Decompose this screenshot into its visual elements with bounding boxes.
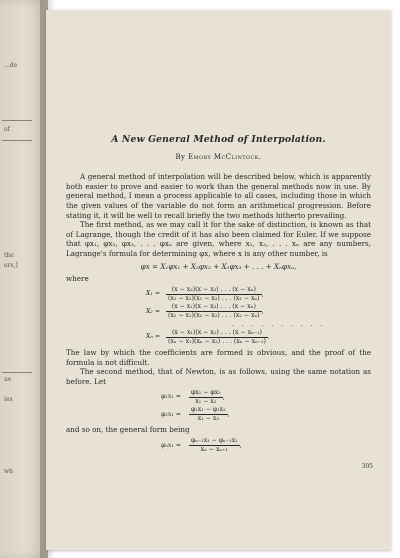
general-difference bbox=[161, 437, 371, 454]
difference-lhs: φ₁x₁ = bbox=[161, 393, 181, 401]
fraction-denominator: (x₁ − x₂)(x₁ − x₃) . . . (x₁ − xₙ) bbox=[167, 294, 260, 302]
paragraph-law: The law by which the coefficients are formed is obvious, and the proof of the formula is not difficult. bbox=[66, 348, 371, 367]
coefficient-row bbox=[146, 303, 371, 320]
where-label: where bbox=[66, 274, 89, 284]
left-fragment: wh bbox=[4, 468, 13, 475]
fraction-denominator: x₁ − x₂ bbox=[195, 397, 217, 405]
difference-row bbox=[161, 406, 371, 423]
page-number: 305 bbox=[361, 463, 373, 470]
coefficient-row bbox=[146, 286, 371, 303]
fraction-tail: . bbox=[267, 333, 270, 341]
ellipsis-row: . . . . . . . . . . bbox=[232, 320, 326, 328]
left-rule bbox=[2, 372, 32, 373]
fraction-numerator: φx₁ − φx₂ bbox=[189, 389, 223, 398]
paragraph-lagrange: The first method, as we may call it for the sake of distinction, is known as that of Lagrange, though the credit of it has also been claimed for Euler. If we suppose that φx₁, φx₂, φx₃, . . . φxₙ are given, where x₁, x₂, . . . xₙ are any numbers, Lagrange's formula for determining φx, where x is any other number, is bbox=[66, 220, 371, 258]
difference-fraction bbox=[189, 389, 223, 406]
coefficient-lhs: X₁ = bbox=[146, 290, 161, 298]
left-fragment: the bbox=[4, 252, 14, 259]
paragraph-general-form: and so on, the general form being bbox=[66, 425, 190, 435]
left-rule bbox=[2, 140, 32, 141]
coefficient-fraction bbox=[166, 329, 268, 346]
fraction-tail: , bbox=[261, 290, 264, 298]
difference-fraction bbox=[189, 437, 240, 454]
difference-row bbox=[161, 389, 371, 406]
left-fragment: ers,] bbox=[4, 262, 18, 269]
fraction-tail: , bbox=[227, 411, 230, 419]
fraction-denominator: x₁ − x₃ bbox=[197, 415, 219, 423]
coefficient-fraction bbox=[166, 286, 262, 303]
article-title: A New General Method of Interpolation. bbox=[111, 134, 326, 145]
article-body bbox=[66, 135, 371, 456]
fraction-numerator: φ₁x₁ − φ₁x₂ bbox=[189, 406, 228, 415]
difference-fraction bbox=[189, 406, 228, 423]
coefficient-lhs: Xₙ = bbox=[146, 333, 161, 341]
fraction-denominator: xₙ − xₙ₊₁ bbox=[200, 446, 228, 454]
fraction-numerator: (x − x₁)(x − x₃) . . . (x − xₙ) bbox=[166, 303, 262, 312]
paragraph-newton: The second method, that of Newton, is as follows, using the same notation as before. Let bbox=[66, 367, 371, 386]
fraction-tail: , bbox=[222, 393, 225, 401]
coefficient-fraction bbox=[166, 303, 262, 320]
fraction-tail: , bbox=[261, 308, 264, 316]
difference-lhs: φ₂x₁ = bbox=[161, 410, 181, 418]
left-rule bbox=[2, 120, 32, 121]
left-fragment: ue bbox=[4, 376, 12, 383]
fraction-numerator: (x − x₁)(x − x₂) . . . (x − xₙ₋₁) bbox=[166, 329, 268, 338]
coefficient-row bbox=[146, 329, 371, 346]
author-name: Emory McClintock. bbox=[188, 152, 262, 161]
difference-lhs: φₙx₁ = bbox=[161, 441, 181, 449]
fraction-denominator: (x₂ − x₁)(x₂ − x₃) . . . (x₂ − xₙ) bbox=[167, 312, 260, 320]
newton-differences bbox=[161, 389, 371, 424]
byline-prefix: By bbox=[175, 152, 186, 161]
paragraph-intro: A general method of interpolation will be described below, which is apparently both easier to prove and easier to work than the general methods now in use. By general method, I mean a process applicable to all cases, including those in which the given values of the variable do not form an arithmetical progression. Before stating it, it will be well to recall briefly the two methods hitherto prevailing. bbox=[66, 172, 371, 220]
article-page bbox=[46, 10, 391, 550]
lagrange-coefficients bbox=[146, 286, 371, 346]
left-fragment: ies bbox=[4, 396, 13, 403]
fraction-denominator: (xₙ − x₁)(xₙ − x₂) . . . (xₙ − xₙ₋₁) bbox=[167, 337, 266, 345]
coefficient-lhs: X₂ = bbox=[146, 307, 161, 315]
article-byline bbox=[66, 153, 371, 163]
lagrange-formula: φx = X₁φx₁ + X₂φx₂ + X₃φx₃ + . . . + Xₙφxₙ, bbox=[140, 261, 297, 271]
left-fragment: ...de bbox=[4, 62, 18, 69]
left-fragment: of bbox=[4, 126, 10, 133]
fraction-numerator: (x − x₂)(x − x₃) . . . (x − xₙ) bbox=[166, 286, 262, 295]
fraction-tail: , bbox=[239, 442, 242, 450]
fraction-numerator: φₙ₋₁x₁ − φₙ₋₁x₂ bbox=[189, 437, 240, 446]
